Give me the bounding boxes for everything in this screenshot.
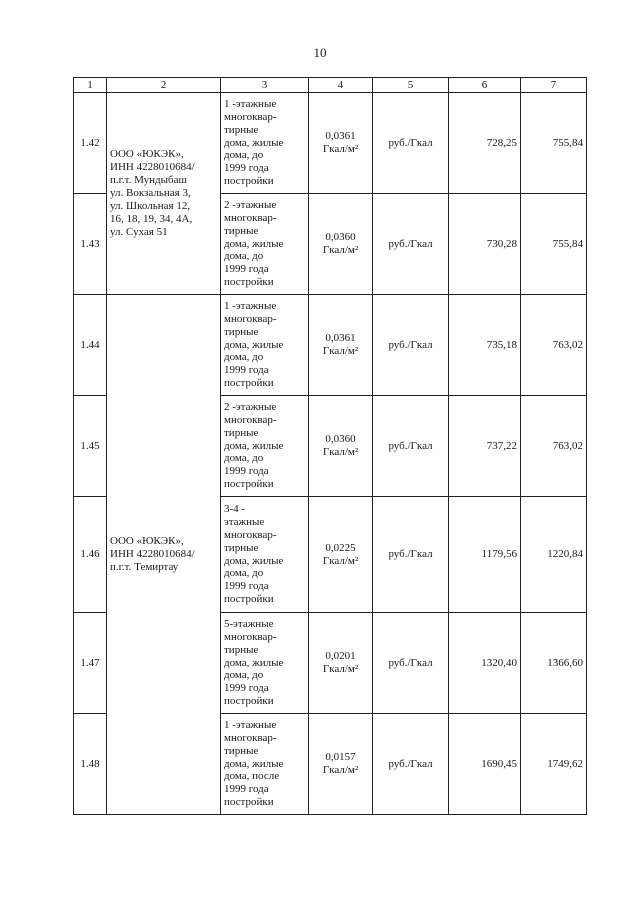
row-number: 1.48	[74, 714, 107, 815]
norm-cell: 0,0360 Гкал/м²	[309, 396, 373, 497]
organization-cell: ООО «ЮКЭК», ИНН 4228010684/ п.г.т. Темиртау	[107, 295, 221, 815]
category-cell: 1 -этажные многоквар- тирные дома, жилые дома, после 1999 года постройки	[221, 714, 309, 815]
tariff-value-6: 737,22	[449, 396, 521, 497]
unit-cell: руб./Гкал	[373, 194, 449, 295]
tariff-value-6: 1320,40	[449, 613, 521, 714]
column-header: 6	[449, 78, 521, 93]
tariff-value-7: 755,84	[521, 93, 587, 194]
norm-cell: 0,0360 Гкал/м²	[309, 194, 373, 295]
column-header: 7	[521, 78, 587, 93]
unit-cell: руб./Гкал	[373, 613, 449, 714]
tariff-value-7: 1366,60	[521, 613, 587, 714]
row-number: 1.45	[74, 396, 107, 497]
column-header: 1	[74, 78, 107, 93]
unit-cell: руб./Гкал	[373, 396, 449, 497]
tariff-value-7: 1220,84	[521, 497, 587, 613]
header-row	[74, 78, 587, 93]
tariff-value-7: 763,02	[521, 295, 587, 396]
row-number: 1.44	[74, 295, 107, 396]
unit-cell: руб./Гкал	[373, 497, 449, 613]
table-row	[74, 295, 587, 396]
tariff-value-6: 1179,56	[449, 497, 521, 613]
organization-cell: ООО «ЮКЭК», ИНН 4228010684/ п.г.т. Мундыбаш ул. Вокзальная 3, ул. Школьная 12, 16, 18, 19, 34, 4А, ул. Сухая 51	[107, 93, 221, 295]
row-number: 1.43	[74, 194, 107, 295]
tariff-value-6: 730,28	[449, 194, 521, 295]
category-cell: 1 -этажные многоквар- тирные дома, жилые дома, до 1999 года постройки	[221, 93, 309, 194]
unit-cell: руб./Гкал	[373, 714, 449, 815]
row-number: 1.47	[74, 613, 107, 714]
norm-cell: 0,0225 Гкал/м²	[309, 497, 373, 613]
norm-cell: 0,0157 Гкал/м²	[309, 714, 373, 815]
column-header: 2	[107, 78, 221, 93]
norm-cell: 0,0201 Гкал/м²	[309, 613, 373, 714]
row-number: 1.46	[74, 497, 107, 613]
tariff-value-7: 1749,62	[521, 714, 587, 815]
row-number: 1.42	[74, 93, 107, 194]
tariff-value-6: 1690,45	[449, 714, 521, 815]
norm-cell: 0,0361 Гкал/м²	[309, 93, 373, 194]
tariff-value-6: 728,25	[449, 93, 521, 194]
unit-cell: руб./Гкал	[373, 93, 449, 194]
column-header: 4	[309, 78, 373, 93]
column-header: 3	[221, 78, 309, 93]
table-row	[74, 93, 587, 194]
norm-cell: 0,0361 Гкал/м²	[309, 295, 373, 396]
tariff-table	[73, 77, 587, 815]
category-cell: 2 -этажные многоквар- тирные дома, жилые дома, до 1999 года постройки	[221, 396, 309, 497]
page-number: 10	[313, 45, 327, 60]
category-cell: 3-4 - этажные многоквар- тирные дома, жилые дома, до 1999 года постройки	[221, 497, 309, 613]
tariff-value-7: 755,84	[521, 194, 587, 295]
tariff-value-7: 763,02	[521, 396, 587, 497]
tariff-value-6: 735,18	[449, 295, 521, 396]
category-cell: 5-этажные многоквар- тирные дома, жилые дома, до 1999 года постройки	[221, 613, 309, 714]
unit-cell: руб./Гкал	[373, 295, 449, 396]
column-header: 5	[373, 78, 449, 93]
category-cell: 2 -этажные многоквар- тирные дома, жилые дома, до 1999 года постройки	[221, 194, 309, 295]
category-cell: 1 -этажные многоквар- тирные дома, жилые дома, до 1999 года постройки	[221, 295, 309, 396]
